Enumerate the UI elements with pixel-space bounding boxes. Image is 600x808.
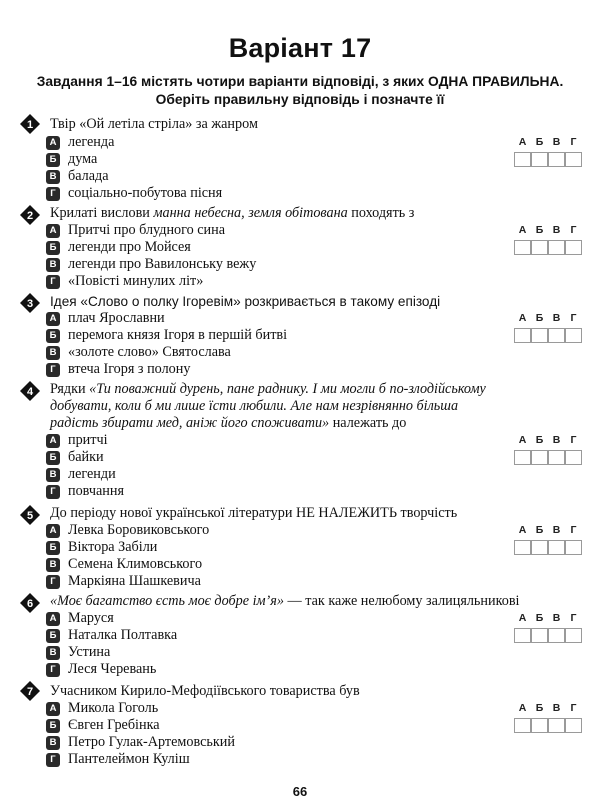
question-number: 5 bbox=[26, 510, 34, 522]
option-letter: Г bbox=[46, 275, 60, 289]
answer-cell-d[interactable] bbox=[565, 240, 582, 255]
diamond-icon bbox=[20, 293, 40, 313]
option-letter: Б bbox=[46, 541, 60, 555]
option-text: легенди bbox=[68, 466, 116, 482]
answer-letter: Б bbox=[535, 224, 544, 236]
option-text: притчі bbox=[68, 432, 108, 448]
option-text: соціально-побутова пісня bbox=[68, 185, 223, 201]
option-text: Маркіяна Шашкевича bbox=[68, 573, 201, 589]
answer-letter: В bbox=[552, 612, 561, 624]
answer-letter: Б bbox=[535, 434, 544, 446]
answer-cell-c[interactable] bbox=[548, 240, 565, 255]
option-text: Леся Черевань bbox=[68, 661, 157, 677]
answer-cell-b[interactable] bbox=[531, 718, 548, 733]
answer-letter: Г bbox=[570, 136, 577, 148]
option-letter: Б bbox=[46, 719, 60, 733]
answer-letter: А bbox=[518, 612, 527, 624]
option-text: перемога князя Ігоря в першій битві bbox=[68, 327, 288, 343]
question-number-badge bbox=[20, 293, 40, 313]
option-letter: В bbox=[46, 736, 60, 750]
answer-cell-c[interactable] bbox=[548, 450, 565, 465]
answer-letter: Г bbox=[570, 524, 577, 536]
option-text: Левка Боровиковського bbox=[68, 522, 210, 538]
answer-grid bbox=[514, 702, 584, 733]
answer-letter: Б bbox=[535, 312, 544, 324]
answer-letter: В bbox=[552, 524, 561, 536]
question-number-badge bbox=[20, 505, 40, 525]
question-stem: Ідея «Слово о полку Ігоревім» розкривається в такому епізоді bbox=[50, 294, 441, 309]
answer-letter: В bbox=[552, 312, 561, 324]
question-number: 2 bbox=[26, 210, 34, 222]
option-letter: А bbox=[46, 702, 60, 716]
option-text: легенди про Мойсея bbox=[68, 239, 191, 255]
answer-cell-b[interactable] bbox=[531, 540, 548, 555]
answer-cell-b[interactable] bbox=[531, 240, 548, 255]
answer-letter: А bbox=[518, 702, 527, 714]
answer-letter: В bbox=[552, 136, 561, 148]
answer-cell-d[interactable] bbox=[565, 450, 582, 465]
answer-grid bbox=[514, 224, 584, 255]
question-number-badge bbox=[20, 205, 40, 225]
answer-letter: В bbox=[552, 702, 561, 714]
question-number-badge bbox=[20, 114, 40, 134]
answer-cell-c[interactable] bbox=[548, 540, 565, 555]
answer-cell-d[interactable] bbox=[565, 628, 582, 643]
option-text: Семена Климовського bbox=[68, 556, 203, 572]
question-number: 1 bbox=[26, 119, 34, 131]
option-letter: В bbox=[46, 646, 60, 660]
answer-cell-c[interactable] bbox=[548, 718, 565, 733]
option-text: Микола Гоголь bbox=[68, 700, 159, 716]
option-letter: Б bbox=[46, 451, 60, 465]
option-letter: А bbox=[46, 434, 60, 448]
option-letter: Б bbox=[46, 329, 60, 343]
answer-letter: А bbox=[518, 136, 527, 148]
answer-letter: В bbox=[552, 224, 561, 236]
option-letter: А bbox=[46, 524, 60, 538]
answer-grid bbox=[514, 524, 584, 555]
option-letter: Г bbox=[46, 485, 60, 499]
option-text: Петро Гулак-Артемовський bbox=[68, 734, 235, 750]
question-number-badge bbox=[20, 593, 40, 613]
diamond-icon bbox=[20, 114, 40, 134]
diamond-icon bbox=[20, 593, 40, 613]
option-letter: Г bbox=[46, 663, 60, 677]
option-text: Євген Гребінка bbox=[68, 717, 160, 733]
question-number: 6 bbox=[26, 598, 34, 610]
diamond-icon bbox=[20, 681, 40, 701]
option-text: плач Ярославни bbox=[68, 310, 165, 326]
answer-letter: Б bbox=[535, 524, 544, 536]
option-text: «золоте слово» Святослава bbox=[68, 344, 231, 360]
page-number: 66 bbox=[292, 784, 308, 799]
option-text: балада bbox=[68, 168, 109, 184]
question-stem: До періоду нової української літератури НЕ НАЛЕЖИТЬ творчість bbox=[50, 505, 458, 521]
answer-letter: Б bbox=[535, 702, 544, 714]
diamond-icon bbox=[20, 381, 40, 401]
question-stem: Твір «Ой летіла стріла» за жанром bbox=[50, 116, 258, 132]
option-text: повчання bbox=[68, 483, 124, 499]
option-letter: В bbox=[46, 346, 60, 360]
answer-grid bbox=[514, 312, 584, 343]
answer-cell-a[interactable] bbox=[514, 540, 531, 555]
option-text: Устина bbox=[68, 644, 111, 660]
option-letter: Г bbox=[46, 187, 60, 201]
answer-cell-d[interactable] bbox=[565, 152, 582, 167]
question-stem: Учасником Кирило-Мефодіївського товариства був bbox=[50, 683, 360, 699]
option-text: Віктора Забіли bbox=[68, 539, 158, 555]
answer-letter: Г bbox=[570, 702, 577, 714]
answer-letter: Г bbox=[570, 312, 577, 324]
option-letter: А bbox=[46, 612, 60, 626]
option-letter: А bbox=[46, 136, 60, 150]
answer-cell-a[interactable] bbox=[514, 240, 531, 255]
diamond-icon bbox=[20, 205, 40, 225]
option-letter: Г bbox=[46, 753, 60, 767]
option-text: Маруся bbox=[68, 610, 114, 626]
answer-cell-c[interactable] bbox=[548, 152, 565, 167]
answer-cell-b[interactable] bbox=[531, 450, 548, 465]
question-number: 4 bbox=[26, 386, 34, 398]
option-letter: Г bbox=[46, 363, 60, 377]
question-stem: Рядки «Ти поважний дурень, пане раднику. І ми могли б по-злодійському добувати, коли б ми лише їсти любили. Але нам незрівнянно більша радість збирати мед, аніж його споживати» належать до bbox=[50, 381, 486, 431]
answer-cell-d[interactable] bbox=[565, 540, 582, 555]
question-number: 7 bbox=[26, 686, 34, 698]
question-number-badge bbox=[20, 381, 40, 401]
option-letter: В bbox=[46, 258, 60, 272]
answer-cell-a[interactable] bbox=[514, 628, 531, 643]
question-number-badge bbox=[20, 681, 40, 701]
answer-cell-c[interactable] bbox=[548, 328, 565, 343]
option-text: легенда bbox=[68, 134, 115, 150]
answer-letter: Г bbox=[570, 612, 577, 624]
question-number: 3 bbox=[26, 298, 34, 310]
answer-letter: Б bbox=[535, 612, 544, 624]
answer-cell-b[interactable] bbox=[531, 628, 548, 643]
question-stem: «Моє багатство єсть моє добре ім’я» — так каже нелюбому залицяльникові bbox=[50, 593, 520, 609]
answer-grid bbox=[514, 612, 584, 643]
answer-letter: Б bbox=[535, 136, 544, 148]
answer-cell-b[interactable] bbox=[531, 152, 548, 167]
answer-cell-b[interactable] bbox=[531, 328, 548, 343]
answer-cell-a[interactable] bbox=[514, 450, 531, 465]
instructions-line-1: Завдання 1–16 містять чотири варіанти відповіді, з яких ОДНА ПРАВИЛЬНА. bbox=[36, 74, 564, 89]
option-letter: В bbox=[46, 468, 60, 482]
answer-cell-d[interactable] bbox=[565, 328, 582, 343]
answer-grid bbox=[514, 136, 584, 167]
answer-letter: А bbox=[518, 312, 527, 324]
option-text: Пантелеймон Куліш bbox=[68, 751, 190, 767]
answer-letter: Г bbox=[570, 434, 577, 446]
option-text: легенди про Вавилонську вежу bbox=[68, 256, 257, 272]
answer-letter: А bbox=[518, 434, 527, 446]
option-text: «Повісті минулих літ» bbox=[68, 273, 204, 289]
option-letter: В bbox=[46, 558, 60, 572]
instructions-line-2: Оберіть правильну відповідь і позначте її bbox=[155, 92, 445, 107]
answer-cell-a[interactable] bbox=[514, 328, 531, 343]
diamond-icon bbox=[20, 505, 40, 525]
option-text: дума bbox=[68, 151, 98, 167]
answer-cell-d[interactable] bbox=[565, 718, 582, 733]
answer-letter: В bbox=[552, 434, 561, 446]
question-stem: Крилаті вислови манна небесна, земля обітована походять з bbox=[50, 205, 415, 221]
option-letter: Б bbox=[46, 153, 60, 167]
option-letter: А bbox=[46, 312, 60, 326]
answer-letter: А bbox=[518, 524, 527, 536]
answer-cell-c[interactable] bbox=[548, 628, 565, 643]
answer-letter: А bbox=[518, 224, 527, 236]
option-letter: Б bbox=[46, 629, 60, 643]
option-text: втеча Ігоря з полону bbox=[68, 361, 191, 377]
answer-grid bbox=[514, 434, 584, 465]
option-text: Притчі про блудного сина bbox=[68, 222, 226, 238]
answer-cell-a[interactable] bbox=[514, 152, 531, 167]
option-letter: Б bbox=[46, 241, 60, 255]
option-letter: В bbox=[46, 170, 60, 184]
option-text: Наталка Полтавка bbox=[68, 627, 178, 643]
answer-letter: Г bbox=[570, 224, 577, 236]
page-title: Варіант 17 bbox=[228, 33, 372, 63]
option-text: байки bbox=[68, 449, 104, 465]
option-letter: Г bbox=[46, 575, 60, 589]
option-letter: А bbox=[46, 224, 60, 238]
answer-cell-a[interactable] bbox=[514, 718, 531, 733]
